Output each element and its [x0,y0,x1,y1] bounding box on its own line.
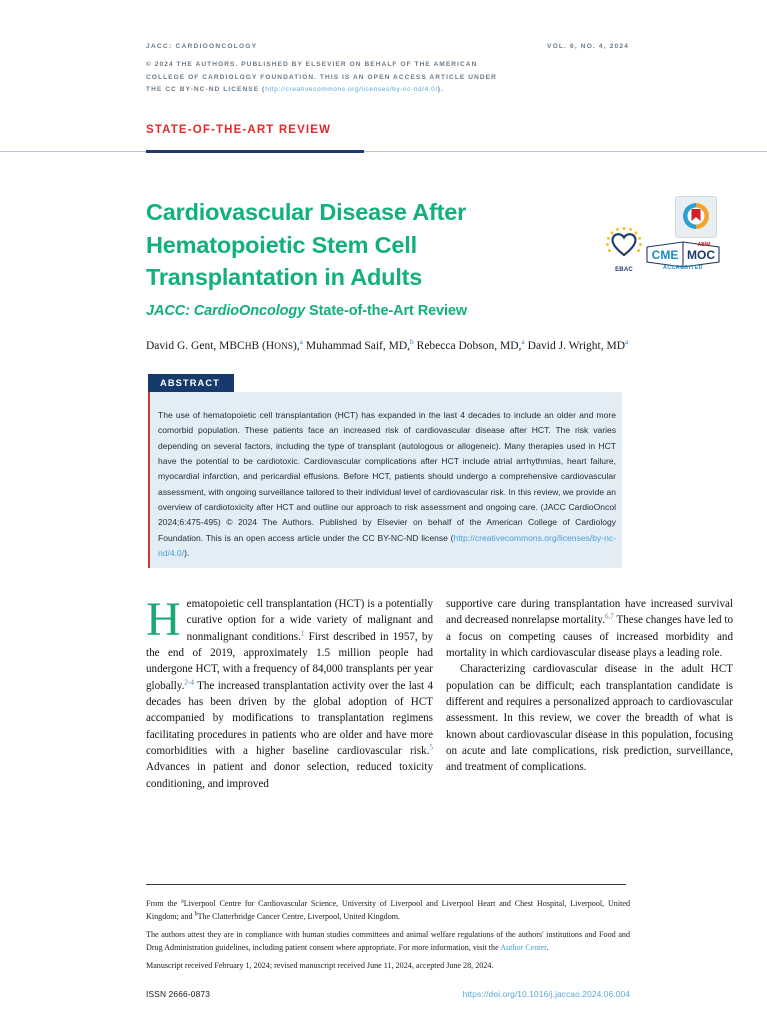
abstract-text [158,408,616,561]
compliance-text: The authors attest they are in compliance with human studies committees and animal welfare regulations of the authors' institutions and Food and Drug Administration guidelines, including patient consent where appropriate. For more information, visit the [146,930,630,952]
author-1-affil-marker: a [299,337,304,347]
affiliations [146,898,630,923]
author-1: David G. Gent, MBC [146,340,245,352]
horizontal-rule-thin [0,151,767,152]
doi-link[interactable]: https://doi.org/10.1016/j.jaccao.2024.06.004 [462,989,630,999]
footer-notes [146,898,630,973]
copyright-line-2: COLLEGE OF CARDIOLOGY FOUNDATION. THIS IS AN OPEN ACCESS ARTICLE UNDER [146,73,497,81]
body-paragraph-1 [146,593,433,792]
body-p1-cont-b: These changes have led to a focus on competing causes of increased morbidity and mortality in which cardiovascular disease plays a leading role. [446,614,733,660]
affiliation-b-text: The Clatterbridge Cancer Centre, Liverpool, United Kingdom. [197,911,401,921]
body-columns [146,593,733,846]
author-1-sc1: H [244,342,252,352]
citation-ref-6-7[interactable]: 6,7 [604,612,614,621]
journal-name: JACC: CARDIOONCOLOGY [146,43,258,50]
cme-moc-badge-icon [646,240,720,270]
author-3-affil-marker: a [521,337,525,347]
copyright-block [146,59,576,97]
subtitle-journal: JACC: CardioOncology [146,302,306,319]
footer-bottom [146,989,630,1005]
affiliation-prefix: From the [146,899,182,908]
body-p1-b: First described in 1957, by the end of 2019, approximately 1.5 million people had undergone HCT, with a frequency of 84,000 transplants per year globally. [146,630,433,692]
abim-moc-badge-icon [675,196,717,238]
title-line-2: Hematopoietic Stem Cell [146,231,417,258]
page-title [146,196,566,294]
body-paragraph-2: Characterizing cardiovascular disease in the adult HCT population can be difficult; each transplantation candidate is different and requires a personalized approach to cardiovascular assessment. In this review, we cover the breadth of what is known about cardiovascular disease in this population, focusing on acute and late complications, risk prediction, surveillance, and treatment of complications. [446,663,733,774]
svg-text:MOC: MOC [687,248,715,262]
ebac-badge-label: EBAC [615,267,633,273]
author-1-sc2: ONS [274,342,293,352]
page-subtitle [146,301,566,321]
subtitle-rest: State-of-the-Art Review [305,302,468,319]
author-4-affil-marker: a [625,337,629,347]
copyright-line-1: © 2024 THE AUTHORS. PUBLISHED BY ELSEVIER ON BEHALF OF THE AMERICAN [146,61,478,68]
title-block [146,196,566,321]
license-url-link[interactable]: http://creativecommons.org/licenses/by-nc-nd/4.0/ [265,86,438,93]
affiliation-marker-a: a [181,898,184,905]
compliance-suffix: . [546,942,549,952]
citation-ref-2-4[interactable]: 2-4 [184,678,195,687]
ebac-badge-icon [600,226,648,274]
footer-divider [146,884,626,885]
copyright-line-3-suffix: ). [437,86,444,93]
svg-text:CME: CME [651,248,679,262]
body-p1-d: Advances in patient and donor selection, reduced toxicity conditioning, and improved [146,761,433,790]
author-1-end: ), [292,340,300,352]
body-p1-a: ematopoietic cell transplantation (HCT) is a potentially curative option for a wide variety of malignant and nonmalignant conditions. [186,598,433,643]
section-label: STATE-OF-THE-ART REVIEW [146,124,332,136]
author-2: Muhammad Saif, MD, [303,340,411,352]
affiliation-a-text: Liverpool Centre for Cardiovascular Science, University of Liverpool and Liverpool Heart and Chest Hospital, Liverpool, United Kingdom; and [146,899,630,921]
affiliation-marker-b: b [194,910,198,917]
masthead-left [146,42,576,97]
author-3: Rebecca Dobson, MD, [413,340,522,352]
issn-text: ISSN 2666-0873 [146,989,211,999]
abstract-label: ABSTRACT [148,374,234,392]
author-4: David J. Wright, MD [524,340,626,352]
body-paragraph-1-cont [446,596,733,661]
title-line-3: Transplantation in Adults [146,264,423,290]
compliance-statement [146,929,630,954]
body-p1-cont-a: supportive care during transplantation have increased survival and decreased nonrelapse mortality. [446,598,733,627]
abim-logo-glyph [681,201,711,231]
svg-text:ACCREDITED: ACCREDITED [662,265,704,270]
body-column-right [446,596,733,776]
author-2-affil-marker: b [410,337,414,347]
accreditation-badges [592,196,722,278]
svg-text:ABIM: ABIM [697,242,711,248]
abstract-body-2: ). [184,548,190,559]
masthead [146,42,629,102]
body-column-left [146,593,433,792]
manuscript-dates: Manuscript received February 1, 2024; revised manuscript received June 11, 2024, accepted June 28, 2024. [146,961,494,971]
drop-cap: H [146,593,181,646]
copyright-line-3-prefix: THE CC BY-NC-ND LICENSE ( [146,86,266,93]
abstract-body-1: The use of hematopoietic cell transplantation (HCT) has expanded in the last 4 decades to include an older and more comorbid population. These patients face an increased risk of cardiovascular disease after HCT. The risk varies depending on several factors, including the type of transplant (autologous or allogeneic). Many therapies used in HCT have the potential to be cardiotoxic. Cardiovascular complications after HCT include atrial arrhythmias, heart failure, myocardial infarction, and pericardial effusions. Before HCT, patients should undergo a comprehensive cardiovascular assessment, with ongoing surveillance tailored to their individual level of cardiovascular risk. In this review, we provide an overview of cardiotoxicity after HCT and outline our approach to risk assessment and ongoing care. (JACC CardioOncol 2024;6:475-495) © 2024 The Authors. Published by Elsevier on behalf of the American College of Cardiology Foundation. This is an open access article under the CC BY-NC-ND license ( [158,410,616,543]
citation-ref-1[interactable]: 1 [300,629,305,637]
ebac-logo-glyph [604,226,644,260]
citation-ref-5[interactable]: 5 [429,743,433,752]
author-center-link[interactable]: Author Center [500,942,547,952]
abstract-license-link[interactable]: http://creativecommons.org/licenses/by-nc-nd/4.0/ [158,532,616,559]
body-p1-c: The increased transplantation activity over the last 4 decades has been driven by the global adoption of HCT accompanied by modifications to transplantation regimens facilitating procedures in patients who are older and have more comorbidities with a higher baseline cardiovascular risk. [146,679,433,758]
author-list [146,338,666,355]
title-line-1: Cardiovascular Disease After [146,199,467,225]
author-1-mid: B (H [251,340,275,352]
horizontal-rule-accent [146,150,364,153]
volume-info: VOL. 6, NO. 4, 2024 [547,43,629,50]
